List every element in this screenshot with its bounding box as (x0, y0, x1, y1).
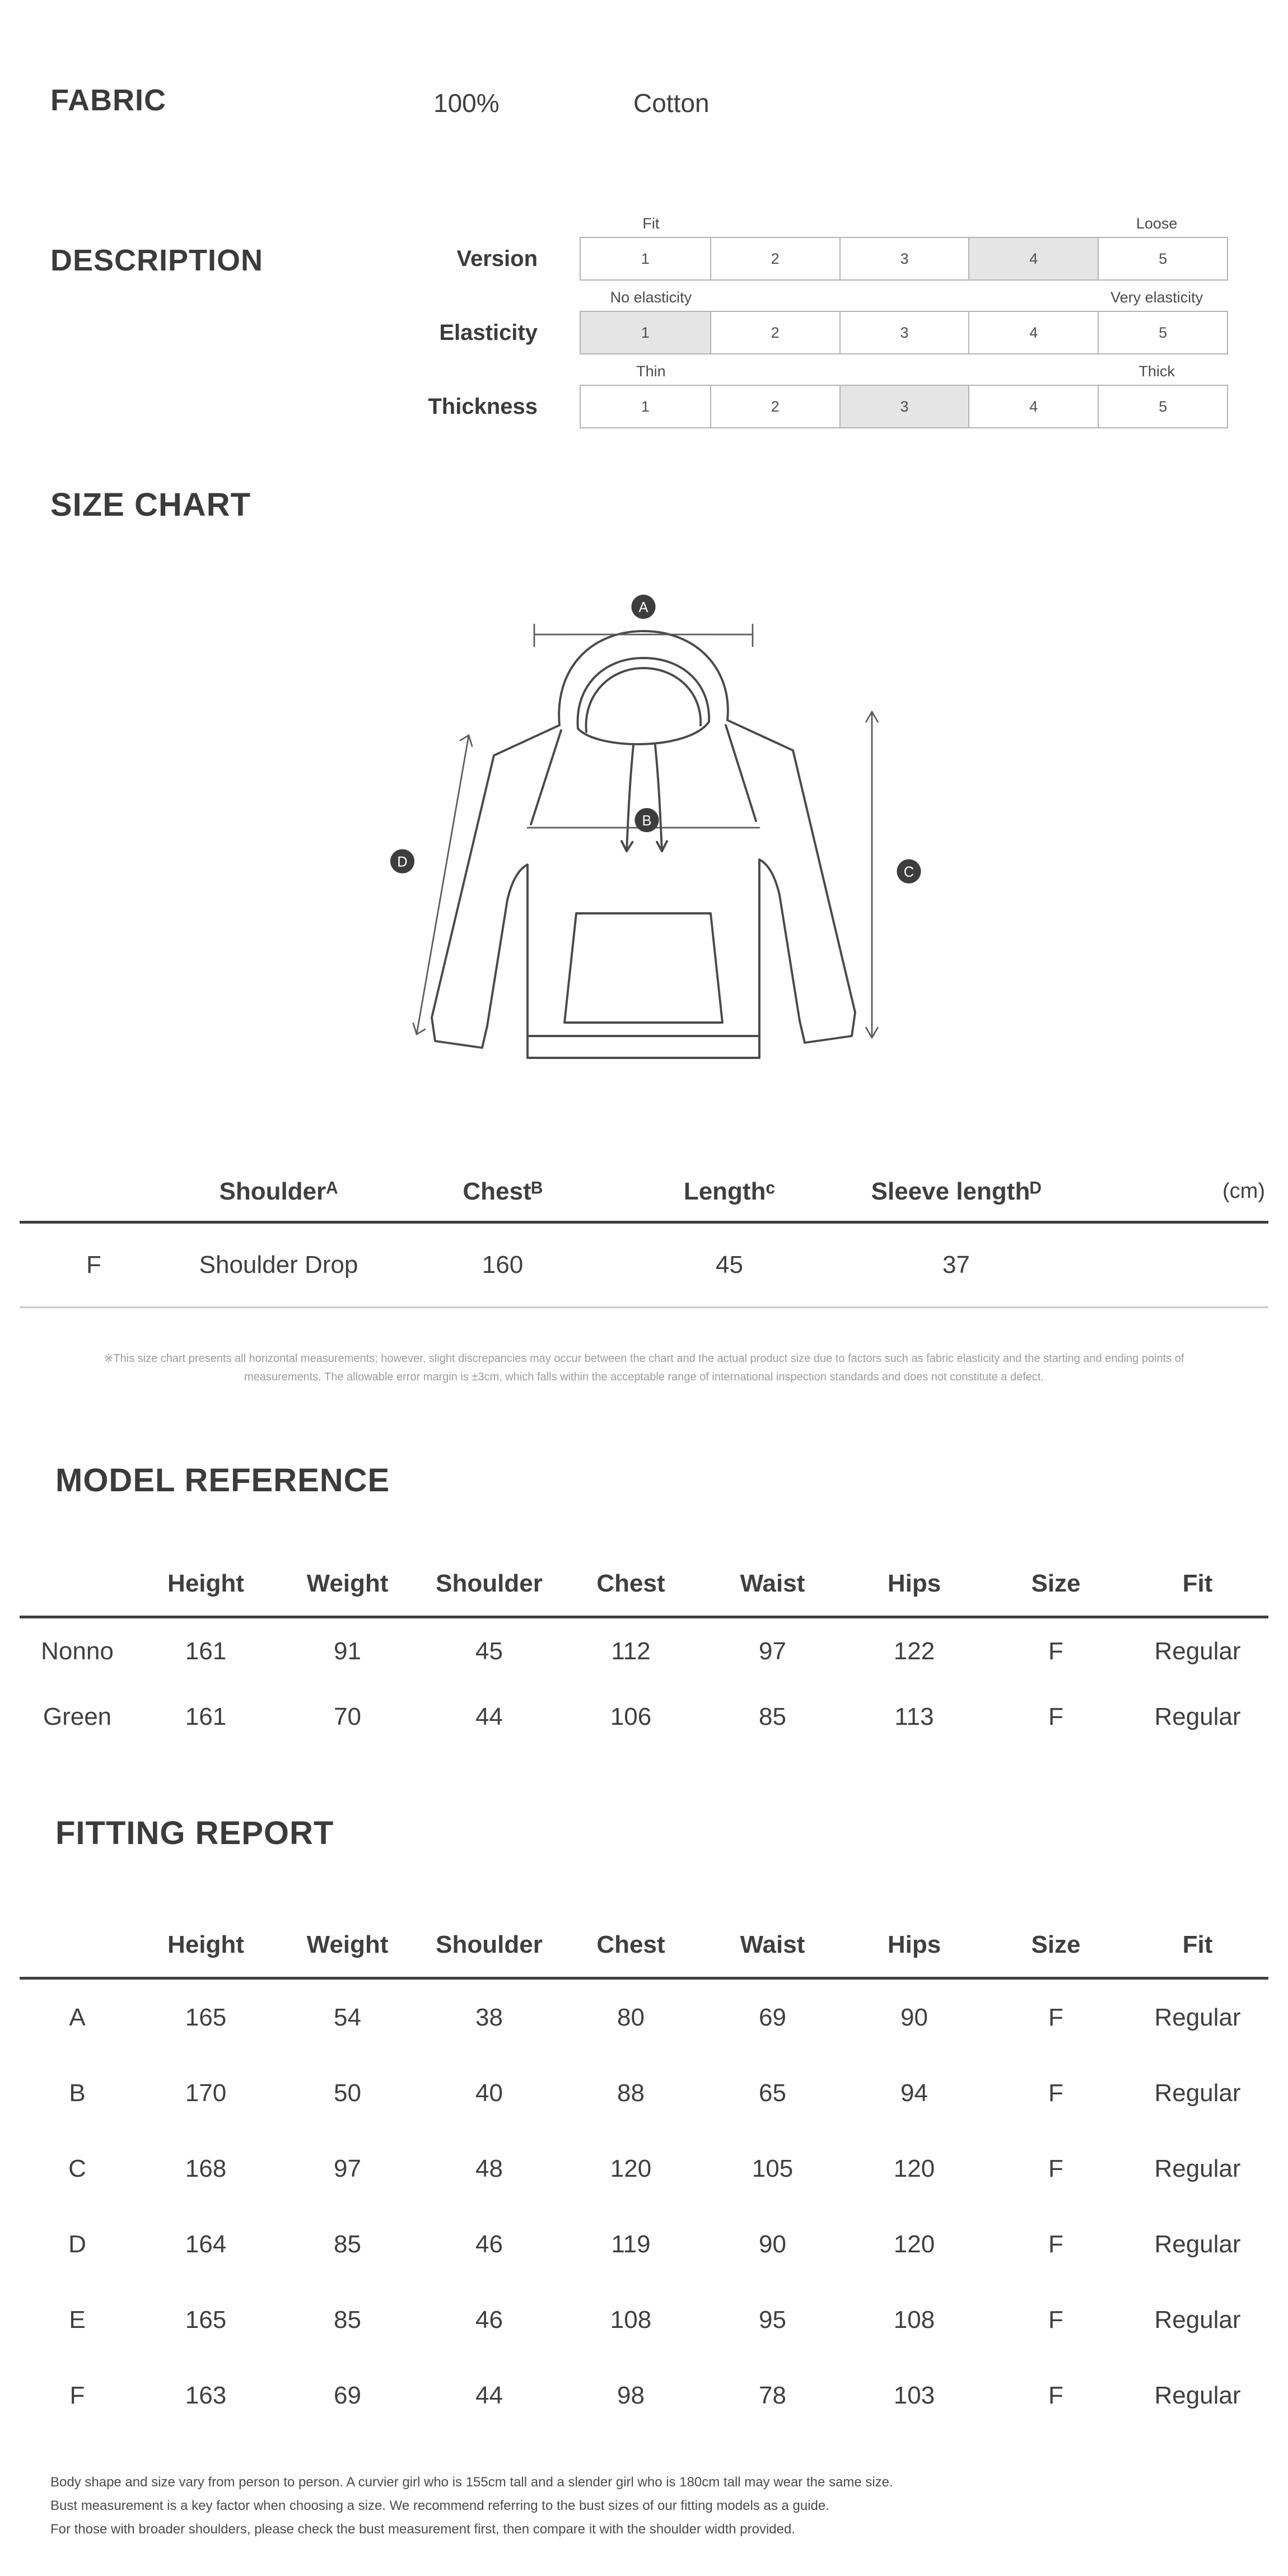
scale-elasticity-cell-4: 4 (968, 312, 1098, 353)
scale-thickness-table (580, 361, 1228, 428)
marker-d-badge (390, 849, 414, 873)
fitting-size: F (1048, 2154, 1063, 2182)
fitting-name: D (68, 2230, 86, 2258)
fitting-header-waist: Waist (702, 1912, 843, 1978)
model-fit: Regular (1154, 1637, 1241, 1665)
scale-elasticity-left-cap: No elasticity (610, 289, 692, 306)
model-reference-header-row (20, 1551, 1268, 1617)
scale-version-table (580, 213, 1228, 281)
fitting-note-line-1: Body shape and size vary from person to person. A curvier girl who is 155cm tall and a slender girl who is 180cm tall may wear the same size. (50, 2475, 893, 2490)
fitting-waist: 78 (759, 2381, 786, 2409)
fitting-name: A (69, 2003, 86, 2031)
fitting-note-line-3: For those with broader shoulders, please check the bust measurement first, then compare it with the shoulder width provided. (50, 2522, 796, 2537)
model-name: Green (43, 1702, 112, 1730)
fitting-fit: Regular (1154, 2381, 1241, 2409)
scale-thickness-cell-3: 3 (839, 386, 969, 427)
model-reference-section-title: MODEL REFERENCE (55, 1462, 390, 1499)
model-header-empty (20, 1551, 135, 1617)
fitting-header-weight: Weight (277, 1912, 418, 1978)
fitting-report-notes (50, 2471, 1254, 2541)
model-size: F (1048, 1702, 1063, 1730)
model-reference-table (20, 1551, 1268, 1749)
fitting-chest: 88 (617, 2079, 645, 2107)
scale-version-cell-1: 1 (641, 250, 650, 267)
marker-b-letter: B (642, 813, 652, 829)
model-weight: 91 (334, 1637, 361, 1665)
fitting-shoulder: 46 (475, 2230, 503, 2258)
fitting-hips: 108 (893, 2306, 935, 2334)
fitting-name: C (68, 2154, 86, 2182)
scale-thickness-caps (580, 361, 1228, 385)
fitting-height: 164 (185, 2230, 227, 2258)
fitting-hips: 120 (893, 2154, 935, 2182)
model-header-shoulder: Shoulder (418, 1551, 560, 1617)
marker-a-badge (631, 595, 655, 619)
fabric-percent-value: 100% (433, 88, 500, 118)
fitting-size: F (1048, 2230, 1063, 2258)
model-header-waist: Waist (702, 1551, 843, 1617)
fitting-weight: 54 (334, 2003, 361, 2031)
model-header-chest: Chest (560, 1551, 702, 1617)
hoodie-size-diagram (386, 591, 958, 1095)
size-chart-empty-cell (1070, 1222, 1268, 1308)
fitting-header-height: Height (135, 1912, 277, 1978)
size-chart-sleeve-value: 37 (843, 1222, 1070, 1308)
fitting-chest: 108 (610, 2306, 652, 2334)
scale-thickness-cell-2: 2 (710, 386, 839, 427)
scale-elasticity-cell-3: 3 (839, 312, 969, 353)
fitting-fit: Regular (1154, 2230, 1241, 2258)
scale-thickness-label: Thickness (428, 394, 538, 419)
fitting-size: F (1048, 2003, 1063, 2031)
fitting-shoulder: 46 (475, 2306, 503, 2334)
size-chart-header-shoulder: Shoulderᴬ (168, 1162, 389, 1222)
scale-elasticity-caps (580, 287, 1228, 311)
size-chart-header-row (20, 1162, 1268, 1222)
fitting-shoulder: 40 (475, 2079, 503, 2107)
fitting-row-e (20, 2282, 1268, 2358)
fitting-header-fit: Fit (1127, 1912, 1268, 1978)
fitting-header-hips: Hips (843, 1912, 985, 1978)
scale-version-left-cap: Fit (642, 215, 660, 232)
model-header-fit: Fit (1127, 1551, 1268, 1617)
fitting-fit: Regular (1154, 2154, 1241, 2182)
fitting-size: F (1048, 2381, 1063, 2409)
fitting-chest: 80 (617, 2003, 645, 2031)
fitting-waist: 90 (759, 2230, 786, 2258)
fitting-header-empty (20, 1912, 135, 1978)
fitting-waist: 65 (759, 2079, 786, 2107)
marker-d-letter: D (397, 854, 408, 870)
size-chart-disclaimer: ※This size chart presents all horizontal measurements; however, slight discrepancies may occur between the chart and the actual product size due to factors such as fabric elasticity and the starting and ending points of measurements. The allowable error margin is ±3cm, which falls within the acceptable range of international inspection standards and does not constitute a defect. (104, 1352, 1184, 1383)
scale-elasticity (0, 287, 1288, 354)
scale-version-label: Version (456, 246, 538, 271)
scale-version-cells (580, 237, 1228, 281)
size-chart-header-sleeve: Sleeve lengthᴰ (843, 1162, 1070, 1222)
scale-version-cell-3: 3 (839, 238, 969, 279)
fitting-weight: 85 (334, 2306, 361, 2334)
scale-thickness-cell-4: 4 (968, 386, 1098, 427)
scale-thickness-right-cap: Thick (1138, 363, 1175, 380)
fitting-weight: 50 (334, 2079, 361, 2107)
fitting-height: 170 (185, 2079, 227, 2107)
model-shoulder: 45 (475, 1637, 503, 1665)
marker-c-badge (897, 859, 921, 883)
model-height: 161 (185, 1637, 227, 1665)
fitting-chest: 120 (610, 2154, 652, 2182)
size-chart-header-empty (20, 1162, 168, 1222)
fitting-row-b (20, 2055, 1268, 2131)
fitting-header-shoulder: Shoulder (418, 1912, 560, 1978)
model-header-height: Height (135, 1551, 277, 1617)
model-row-nonno (20, 1617, 1268, 1684)
fitting-waist: 95 (759, 2306, 786, 2334)
fitting-row-f (20, 2358, 1268, 2433)
size-chart-row-f (20, 1222, 1268, 1308)
size-chart-header-length: Lengthᶜ (616, 1162, 843, 1222)
fabric-material-value: Cotton (633, 88, 710, 118)
marker-b-badge (634, 808, 659, 832)
scale-version-caps (580, 213, 1228, 237)
scale-elasticity-label: Elasticity (439, 320, 538, 345)
model-header-size: Size (985, 1551, 1127, 1617)
fitting-waist: 69 (759, 2003, 786, 2031)
fitting-name: E (69, 2306, 86, 2334)
fitting-shoulder: 38 (475, 2003, 503, 2031)
model-name: Nonno (41, 1637, 114, 1665)
size-chart-table (20, 1162, 1268, 1308)
model-header-weight: Weight (277, 1551, 418, 1617)
model-header-hips: Hips (843, 1551, 985, 1617)
fitting-height: 165 (185, 2306, 227, 2334)
scale-thickness (0, 361, 1288, 428)
model-chest: 106 (610, 1702, 652, 1730)
fitting-hips: 120 (893, 2230, 935, 2258)
marker-a-letter: A (638, 599, 648, 615)
size-chart-header-chest: Chestᴮ (389, 1162, 616, 1222)
size-chart-unit-label: (cm) (1070, 1162, 1268, 1222)
fitting-report-table (20, 1912, 1268, 2433)
fitting-row-c (20, 2131, 1268, 2206)
scale-version-cell-4: 4 (968, 238, 1098, 279)
fitting-size: F (1048, 2079, 1063, 2107)
fitting-hips: 94 (900, 2079, 928, 2107)
model-row-green (20, 1684, 1268, 1749)
model-weight: 70 (334, 1702, 361, 1730)
size-chart-section-title: SIZE CHART (50, 487, 251, 523)
fitting-chest: 98 (617, 2381, 645, 2409)
fitting-fit: Regular (1154, 2079, 1241, 2107)
fitting-shoulder: 48 (475, 2154, 503, 2182)
scale-thickness-left-cap: Thin (636, 363, 666, 380)
fitting-row-a (20, 1978, 1268, 2056)
scale-elasticity-table (580, 287, 1228, 354)
fitting-chest: 119 (611, 2230, 651, 2258)
hoodie-outline (432, 631, 855, 1058)
size-chart-size-value: F (20, 1222, 168, 1308)
model-hips: 122 (893, 1637, 935, 1665)
scale-version-right-cap: Loose (1136, 215, 1178, 232)
scale-elasticity-right-cap: Very elasticity (1110, 289, 1203, 306)
fitting-report-section-title: FITTING REPORT (55, 1815, 334, 1851)
fitting-size: F (1048, 2306, 1063, 2334)
marker-c-letter: C (903, 864, 914, 880)
model-waist: 85 (759, 1702, 786, 1730)
fitting-weight: 85 (334, 2230, 361, 2258)
model-height: 161 (185, 1702, 227, 1730)
model-size: F (1048, 1637, 1063, 1665)
fitting-report-header-row (20, 1912, 1268, 1978)
size-chart-shoulder-value: Shoulder Drop (168, 1222, 389, 1308)
scale-version-cell-5: 5 (1098, 238, 1227, 279)
description-scales (0, 213, 1288, 449)
fitting-shoulder: 44 (475, 2381, 503, 2409)
fitting-hips: 90 (900, 2003, 928, 2031)
fitting-height: 163 (185, 2381, 227, 2409)
fitting-waist: 105 (752, 2154, 794, 2182)
scale-thickness-cell-5: 5 (1098, 386, 1227, 427)
model-hips: 113 (894, 1702, 934, 1730)
model-waist: 97 (759, 1637, 786, 1665)
fitting-weight: 97 (334, 2154, 361, 2182)
fitting-height: 168 (185, 2154, 227, 2182)
scale-thickness-cell-1: 1 (641, 398, 650, 415)
fitting-weight: 69 (334, 2381, 361, 2409)
fitting-fit: Regular (1154, 2003, 1241, 2031)
fitting-note-line-2: Bust measurement is a key factor when choosing a size. We recommend referring to the bust sizes of our fitting models as a guide. (50, 2498, 829, 2513)
model-fit: Regular (1154, 1702, 1241, 1730)
fitting-row-d (20, 2206, 1268, 2282)
scale-version (0, 213, 1288, 281)
scale-elasticity-cell-1: 1 (581, 312, 710, 353)
fitting-height: 165 (185, 2003, 227, 2031)
model-chest: 112 (611, 1637, 651, 1665)
size-chart-length-value: 45 (616, 1222, 843, 1308)
fitting-fit: Regular (1154, 2306, 1241, 2334)
model-shoulder: 44 (475, 1702, 503, 1730)
fitting-name: F (69, 2381, 85, 2409)
fitting-header-size: Size (985, 1912, 1127, 1978)
scale-thickness-cells (580, 385, 1228, 428)
scale-elasticity-cells (580, 311, 1228, 354)
fitting-name: B (69, 2079, 86, 2107)
scale-version-cell-2: 2 (710, 238, 839, 279)
fitting-hips: 103 (893, 2381, 935, 2409)
scale-elasticity-cell-5: 5 (1098, 312, 1227, 353)
scale-elasticity-cell-2: 2 (710, 312, 839, 353)
fitting-header-chest: Chest (560, 1912, 702, 1978)
description-section-title: DESCRIPTION (50, 244, 264, 277)
fabric-section-title: FABRIC (50, 83, 166, 117)
size-chart-chest-value: 160 (389, 1222, 616, 1308)
